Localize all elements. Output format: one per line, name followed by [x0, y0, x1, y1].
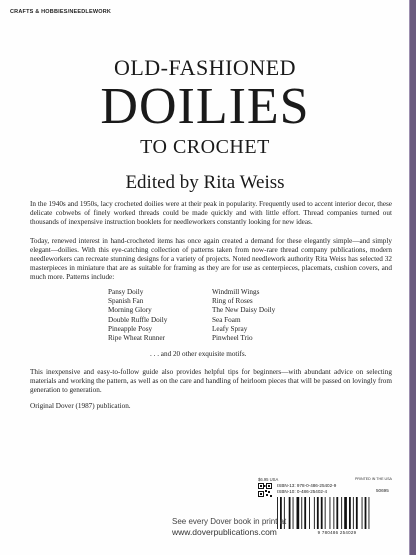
barcode-icon — [276, 497, 398, 529]
title-line-2: DOILIES — [100, 78, 310, 135]
pattern-item: Spanish Fan — [108, 297, 144, 306]
pattern-item: Ripe Wheat Runner — [108, 334, 165, 343]
spine-edge — [410, 0, 416, 555]
pattern-item: Pinwheel Trio — [212, 334, 253, 343]
pattern-item: Sea Foam — [212, 315, 241, 324]
description-paragraph-2: Today, renewed interest in hand-crocheted items has once again created a demand for these elegantly simple—and simply elegant—doilies. With this eye-catching collection of patterns taken from now-rare thread company publications, modern needleworkers can recreate stunning designs for a variety of projects. Noted needlework authority Rita Weiss has selected 32 masterpieces in miniature that are as suitable for framing as they are for use as centerpieces, placemats, cushion covers, and much more. Patterns include: — [30, 236, 392, 282]
title-block — [0, 56, 410, 194]
footer-line-1: See every Dover book in print at — [172, 517, 287, 526]
qr-code-icon — [258, 483, 272, 497]
more-motifs: . . . and 20 other exquisite motifs. — [150, 350, 247, 358]
pattern-item: Ring of Roses — [212, 297, 253, 306]
category-label: CRAFTS & HOBBIES/NEEDLEWORK — [10, 9, 112, 15]
original-publication: Original Dover (1987) publication. — [30, 402, 131, 410]
price-code: 50695 — [376, 488, 389, 493]
price-label: $6.95 USA — [258, 477, 279, 482]
isbn-block — [277, 483, 336, 494]
editor-credit: Edited by Rita Weiss — [125, 172, 285, 193]
pattern-column-2 — [212, 288, 275, 343]
title-line-1: OLD-FASHIONED — [113, 55, 297, 80]
barcode — [276, 497, 398, 537]
printed-label: PRINTED IN THE USA — [355, 477, 392, 481]
description-paragraph-1: In the 1940s and 1950s, lacy crocheted doilies were at their peak in popularity. Frequently used to accent interior decor, these delicate cobwebs of finely worked threads could be made quickly and with little effort. Thread companies turned out thousands of inexpensive instruction booklets for needleworkers constantly looking for new ideas. — [30, 200, 392, 227]
pattern-item: Double Ruffle Doily — [108, 315, 168, 324]
title-line-3: TO CROCHET — [140, 136, 270, 158]
tips-paragraph: This inexpensive and easy-to-follow guide also provides helpful tips for beginners—with abundant advice on selecting materials and working the pattern, as well as on the care and handling of heirloom pieces that will be passed on lovingly from generation to generation. — [30, 368, 392, 395]
pattern-item: Leafy Spray — [212, 324, 248, 333]
isbn-13: ISBN-13: 978-0-486-25402-9 — [277, 483, 337, 488]
barcode-number: 9 780486 254029 — [317, 530, 357, 535]
footer-website: www.doverpublications.com — [172, 527, 277, 537]
description — [30, 200, 392, 292]
pattern-item: Windmill Wings — [212, 288, 260, 296]
pattern-item: Morning Glory — [108, 306, 152, 315]
pattern-item: Pansy Doily — [108, 288, 144, 296]
pattern-item: Pineapple Posy — [108, 324, 153, 333]
pattern-column-1 — [108, 288, 167, 343]
isbn-10: ISBN-10: 0-486-25402-4 — [277, 488, 328, 494]
pattern-item: The New Daisy Doily — [212, 306, 276, 315]
